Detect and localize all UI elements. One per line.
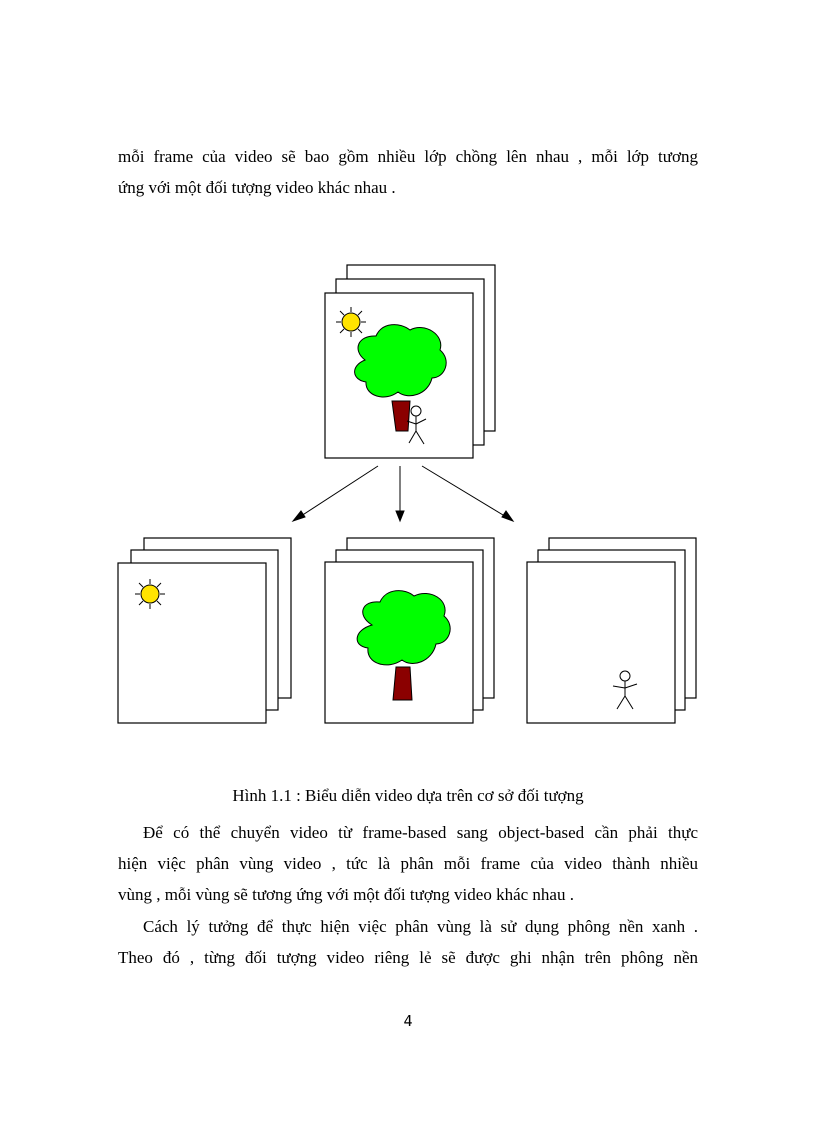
arrow-head-right (502, 511, 513, 521)
text-line: vùng , mỗi vùng sẽ tương ứng với một đối tượng video khác nhau . (118, 885, 574, 904)
paragraph-2 (118, 817, 698, 910)
sun-layer-stack (118, 538, 291, 723)
text-line: Theo đó , từng đối tượng video riêng lẻ sẽ được ghi nhận trên phông nền (118, 948, 698, 967)
person-layer-stack (527, 538, 696, 723)
arrows (293, 466, 513, 521)
arrow-head-left (293, 511, 305, 521)
page-number: 4 (403, 1012, 413, 1030)
composite-frame-stack (325, 265, 495, 458)
text-line: hiện việc phân vùng video , tức là phân mỗi frame của video thành nhiều (118, 854, 698, 873)
tree-layer-stack (325, 538, 494, 723)
arrow-head-center (396, 511, 404, 521)
text-line: Để có thể chuyển video từ frame-based sang object-based cần phải thực (143, 823, 698, 842)
paragraph-3 (118, 911, 698, 973)
sun-icon (135, 579, 165, 609)
figure-caption: Hình 1.1 : Biểu diễn video dựa trên cơ sở đối tượng (232, 786, 584, 805)
text-line: ứng với một đối tượng video khác nhau . (118, 178, 396, 197)
text-line: mỗi frame của video sẽ bao gồm nhiều lớp chồng lên nhau , mỗi lớp tương (118, 147, 698, 166)
text-line: Cách lý tưởng để thực hiện việc phân vùng là sử dụng phông nền xanh . (143, 917, 698, 936)
sun-icon (336, 307, 366, 337)
